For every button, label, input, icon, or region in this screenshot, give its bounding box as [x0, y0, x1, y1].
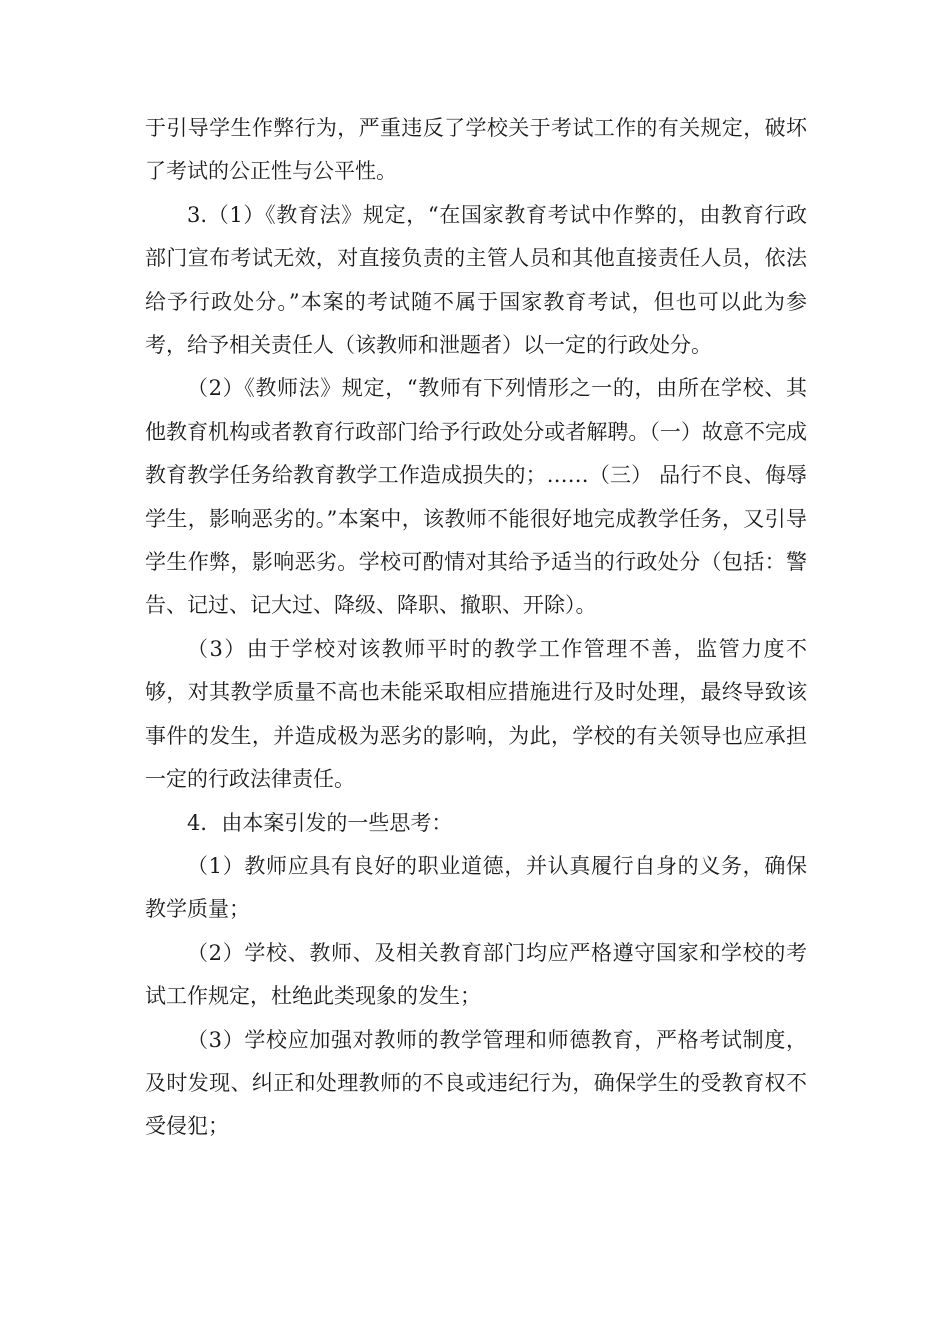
paragraph-reflection-2: （2）学校、教师、及相关教育部门均应严格遵守国家和学校的考试工作规定，杜绝此类现象的发生；	[145, 940, 807, 1009]
paragraph-reflection-1: （1）教师应具有良好的职业道德，并认真履行自身的义务，确保教学质量；	[145, 853, 807, 922]
paragraph-reflection-heading: 4．由本案引发的一些思考：	[187, 810, 453, 835]
paragraph-school-responsibility: （3）由于学校对该教师平时的教学工作管理不善，监管力度不够，对其教学质量不高也未能采取相应措施进行及时处理，最终导致该事件的发生，并造成极为恶劣的影响，为此，学校的有关领导也应承担一定的行政法律责任。	[145, 636, 807, 792]
paragraph-teachers-law: （2）《教师法》规定，“教师有下列情形之一的，由所在学校、其他教育机构或者教育行政部门给予行政处分或者解聘。（一）故意不完成教育教学任务给教育教学工作造成损失的；……（三） 品行不良、侮辱学生，影响恶劣的。”本案中，该教师不能很好地完成教学任务，又引导学生作弊，影响恶劣。学校可酌情对其给予适当的行政处分（包括：警告、记过、记大过、降级、降职、撤职、开除）。	[145, 376, 807, 618]
document-body	[145, 107, 807, 1149]
paragraph-reflection-3: （3）学校应加强对教师的教学管理和师德教育，严格考试制度，及时发现、纠正和处理教师的不良或违纪行为，确保学生的受教育权不受侵犯；	[145, 1027, 807, 1139]
paragraph-continuation: 于引导学生作弊行为，严重违反了学校关于考试工作的有关规定，破坏了考试的公正性与公平性。	[145, 116, 807, 184]
paragraph-education-law: 3.（1）《教育法》规定，“在国家教育考试中作弊的，由教育行政部门宣布考试无效，对直接负责的主管人员和其他直接责任人员，依法给予行政处分。”本案的考试随不属于国家教育考试，但也可以此为参考，给予相关责任人（该教师和泄题者）以一定的行政处分。	[145, 202, 807, 358]
